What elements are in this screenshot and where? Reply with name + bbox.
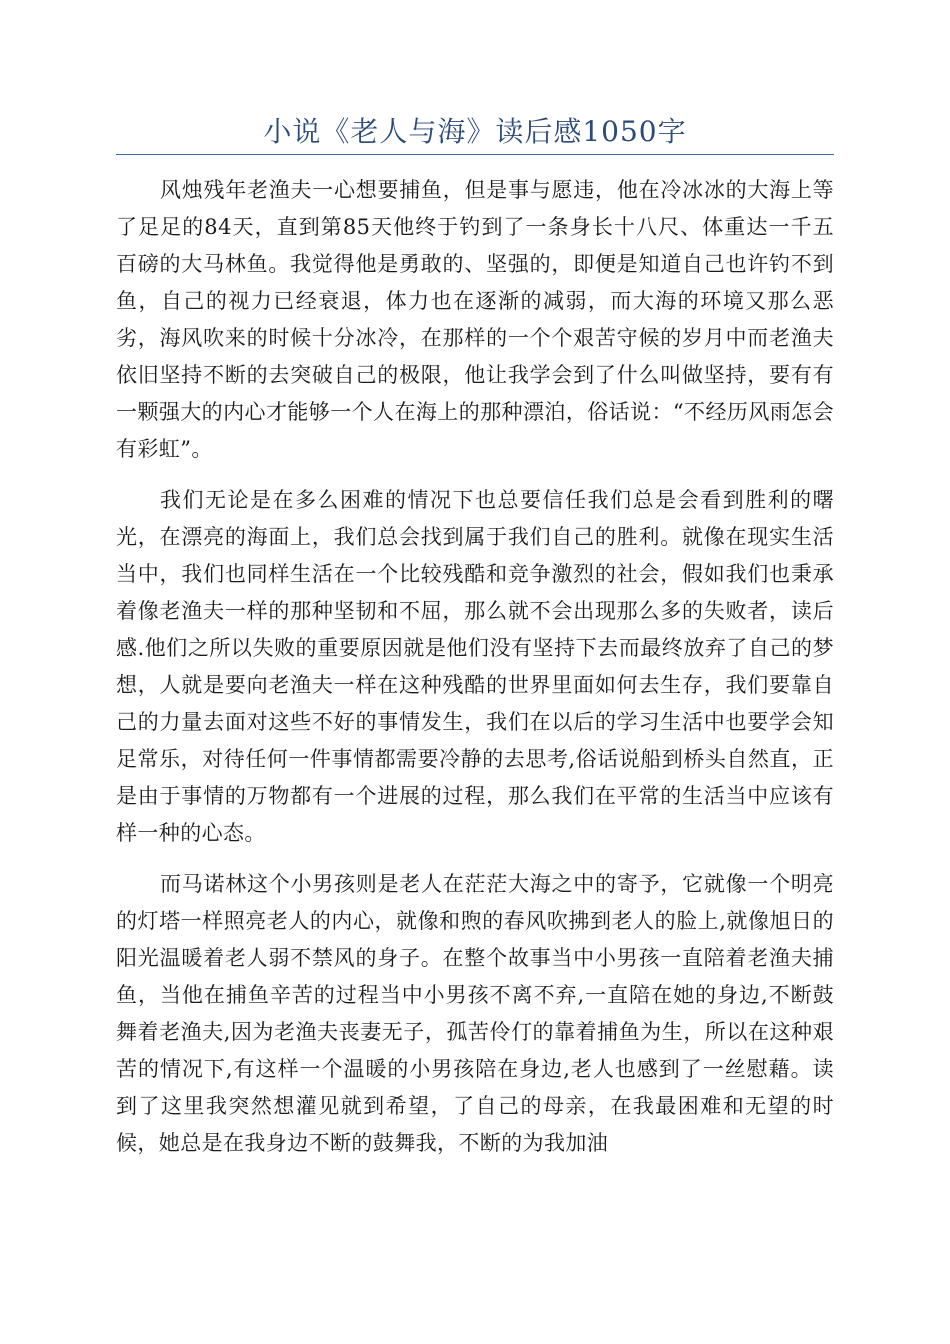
document-body: [116, 172, 834, 1176]
paragraph-3: 而马诺林这个小男孩则是老人在茫茫大海之中的寄予，它就像一个明亮的灯塔一样照亮老人的内心，就像和煦的春风吹拂到老人的脸上,就像旭日的阳光温暖着老人弱不禁风的身子。在整个故事当中小男孩一直陪着老渔夫捕鱼，当他在捕鱼辛苦的过程当中小男孩不离不弃,一直陪在她的身边,不断鼓舞着老渔夫,因为老渔夫丧妻无子，孤苦伶仃的靠着捕鱼为生，所以在这种艰苦的情况下,有这样一个温暖的小男孩陪在身边,老人也感到了一丝慰藉。读到了这里我突然想灌见就到希望，了自己的母亲，在我最困难和无望的时候，她总是在我身边不断的鼓舞我，不断的为我加油: [116, 872, 834, 1155]
paragraph-1: 风烛残年老渔夫一心想要捕鱼，但是事与愿违，他在冷冰冰的大海上等了足足的84天，直到第85天他终于钓到了一条身长十八尺、体重达一千五百磅的大马林鱼。我觉得他是勇敢的、坚强的，即便是知道自己也许钓不到鱼，自己的视力已经衰退，体力也在逐渐的减弱，而大海的环境又那么恶劣，海风吹来的时候十分冰冷，在那样的一个个艰苦守候的岁月中而老渔夫依旧坚持不断的去突破自己的极限，他让我学会到了什么叫做坚持，要有有一颗强大的内心才能够一个人在海上的那种漂泊，俗话说：“不经历风雨怎会有彩虹”。: [116, 178, 834, 461]
title-underline-divider: [116, 154, 834, 155]
document-title: 小说《老人与海》读后感1050字: [263, 115, 687, 148]
paragraph-2: 我们无论是在多么困难的情况下也总要信任我们总是会看到胜利的曙光，在漂亮的海面上，我们总会找到属于我们自己的胜利。就像在现实生活当中，我们也同样生活在一个比较残酷和竞争激烈的社会，假如我们也秉承着像老渔夫一样的那种坚韧和不屈，那么就不会出现那么多的失败者，读后感.他们之所以失败的重要原因就是他们没有坚持下去而最终放弃了自己的梦想，人就是要向老渔夫一样在这种残酷的世界里面如何去生存，我们要靠自己的力量去面对这些不好的事情发生，我们在以后的学习生活中也要学会知足常乐，对待任何一件事情都需要冷静的去思考,俗话说船到桥头自然直，正是由于事情的万物都有一个进展的过程，那么我们在平常的生活当中应该有样一种的心态。: [116, 488, 834, 845]
